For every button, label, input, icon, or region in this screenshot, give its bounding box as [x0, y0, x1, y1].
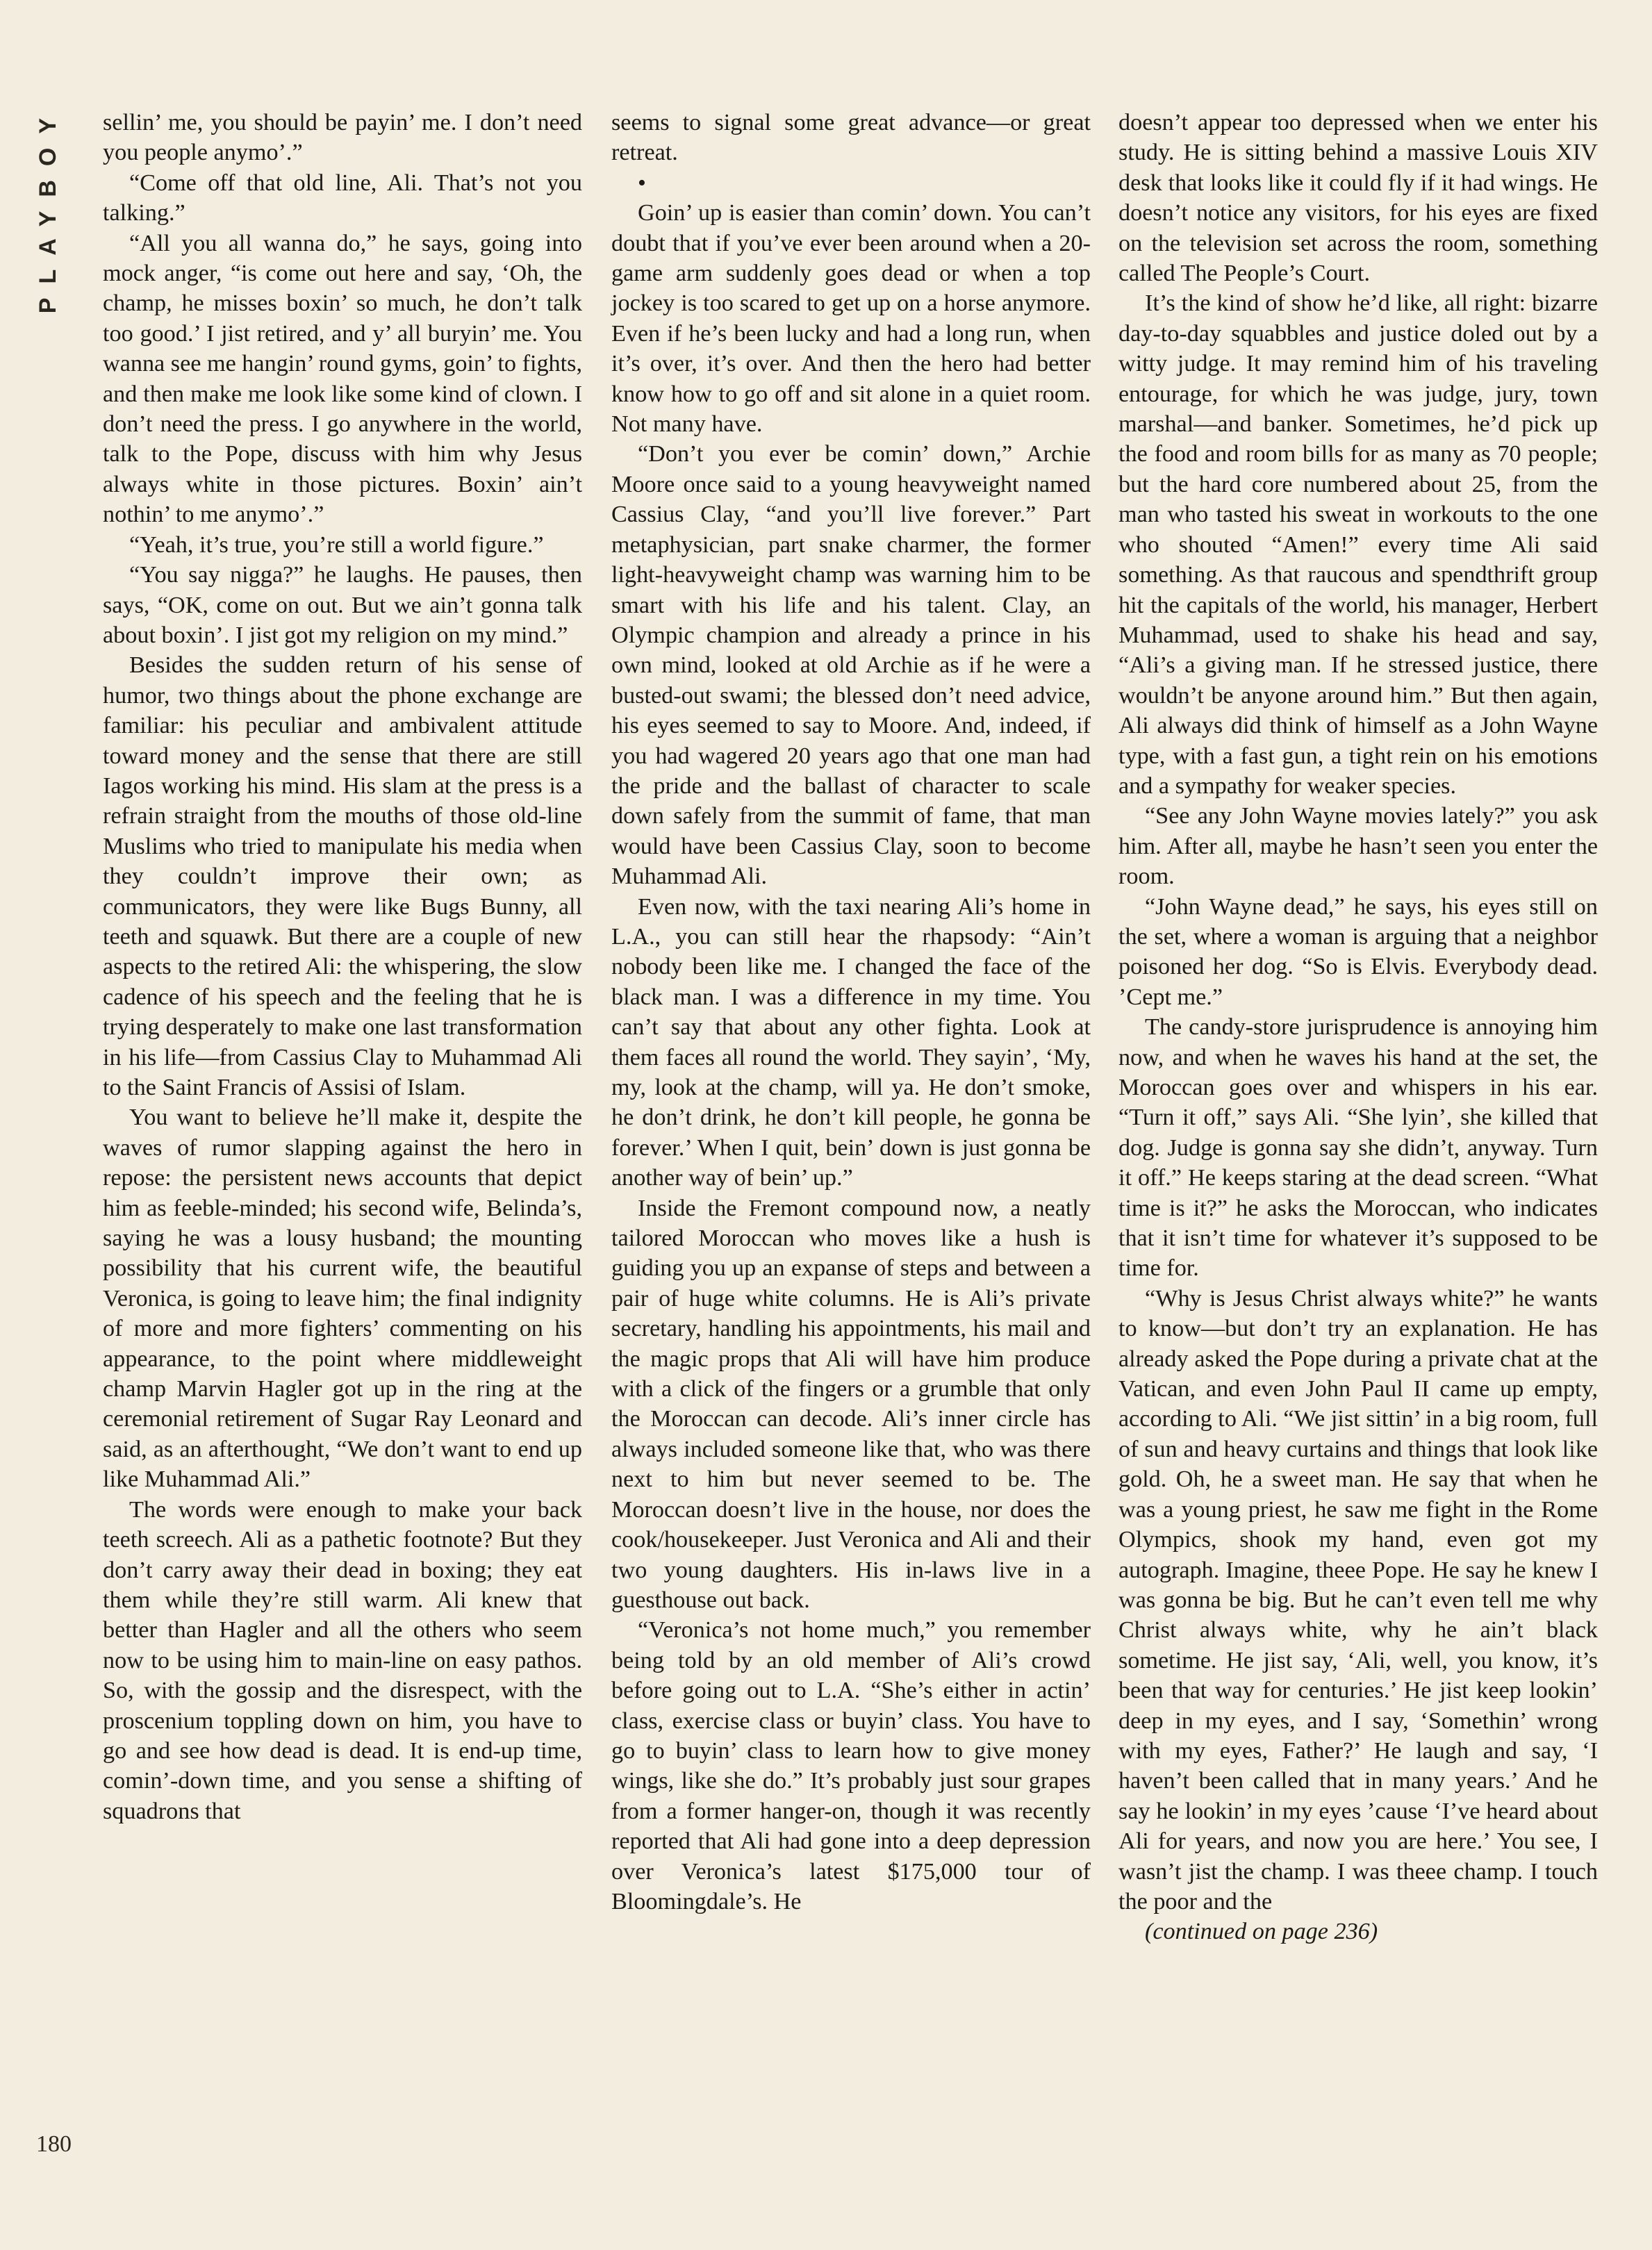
paragraph: The words were enough to make your back teeth screech. Ali as a pathetic footnote? But they don’t carry away their dead in boxing; they eat them while they’re still warm. Ali knew that better than Hagler and all the others who seem now to be using him to main-line on easy pathos. So, with the gossip and the disrespect, with the proscenium toppling down on him, you have to go and see how dead is dead. It is end-up time, comin’-down time, and you sense a shifting of squadrons that — [103, 1496, 582, 1824]
paragraph: Besides the sudden return of his sense of humor, two things about the phone exchange are familiar: his peculiar and ambivalent attitude toward money and the sense that there are still Iagos working his mind. His slam at the press is a refrain straight from the mouths of those old-line Muslims who tried to manipulate his media when they couldn’t improve their own; as communicators, they were like Bugs Bunny, all teeth and squawk. But there are a couple of new aspects to the retired Ali: the whispering, the slow cadence of his speech and the feeling that he is trying desperately to make one last transformation in his life—from Cassius Clay to Muhammad Ali to the Saint Francis of Assisi of Islam. — [103, 652, 582, 1100]
paragraph: “Come off that old line, Ali. That’s not you talking.” — [103, 169, 582, 226]
paragraph: The candy-store jurisprudence is annoying him now, and when he waves his hand at the set, the Moroccan goes over and whispers in his ear. “Turn it off,” says Ali. “She lyin’, she killed that dog. Judge is gonna say she didn’t, anyway. Turn it off.” He keeps staring at the dead screen. “What time is it?” he asks the Moroccan, who indicates that it isn’t time for whatever it’s supposed to be time for. — [1118, 1014, 1598, 1282]
paragraph: “All you all wanna do,” he says, going into mock anger, “is come out here and say, ‘Oh, the champ, he misses boxin’ so much, he don’t talk too good.’ I jist retired, and y’ all buryin’ me. You wanna see me hangin’ round gyms, goin’ to fights, and then make me look like some kind of clown. I don’t need the press. I go anywhere in the world, talk to the Pope, discuss with him why Jesus always white in those pictures. Boxin’ ain’t nothin’ to me anymo’.” — [103, 230, 582, 528]
column-1 — [103, 108, 582, 1826]
paragraph: “John Wayne dead,” he says, his eyes still on the set, where a woman is arguing that a neighbor poisoned her dog. “So is Elvis. Everybody dead. ’Cept me.” — [1118, 893, 1598, 1010]
page-number: 180 — [36, 2131, 72, 2157]
paragraph: “Yeah, it’s true, you’re still a world figure.” — [129, 531, 544, 558]
paragraph: “Don’t you ever be comin’ down,” Archie Moore once said to a young heavyweight named Cassius Clay, “and you’ll live forever.” Part metaphysician, part snake charmer, the former light-heavyweight champ was warning him to be smart with his life and his talent. Clay, an Olympic champion and already a prince in his own mind, looked at old Archie as if he were a busted-out swami; the blessed don’t need advice, his eyes seemed to say to Moore. And, indeed, if you had wagered 20 years ago that one man had the pride and the ballast of character to scale down safely from the summit of fame, that man would have been Cassius Clay, soon to become Muhammad Ali. — [611, 441, 1091, 890]
paragraph: seems to signal some great advance—or great retreat. — [611, 110, 1091, 166]
paragraph: Goin’ up is easier than comin’ down. You can’t doubt that if you’ve ever been around when a 20-game arm suddenly goes dead or when a top jockey is too scared to get up on a horse anymore. Even if he’s been lucky and had a long run, when it’s over, it’s over. And then the hero had better know how to go off and sit alone in a quiet room. Not many have. — [611, 200, 1091, 438]
continued-on-page-note: (continued on page 236) — [1145, 1919, 1378, 1945]
paragraph: “See any John Wayne movies lately?” you ask him. After all, maybe he hasn’t seen you enter the room. — [1118, 803, 1598, 890]
paragraph: “You say nigga?” he laughs. He pauses, then says, “OK, come on out. But we ain’t gonna talk about boxin’. I jist got my religion on my mind.” — [103, 562, 582, 648]
paragraph: “Veronica’s not home much,” you remember being told by an old member of Ali’s crowd before going out to L.A. “She’s either in actin’ class, exercise class or buyin’ class. You have to go to buyin’ class to learn how to give money wings, like she do.” It’s probably just sour grapes from a former hanger-on, though it was recently reported that Ali had gone into a deep depression over Veronica’s latest $175,000 tour of Bloomingdale’s. He — [611, 1617, 1091, 1914]
column-2 — [611, 108, 1091, 1917]
paragraph: sellin’ me, you should be payin’ me. I don’t need you people anymo’.” — [103, 110, 582, 166]
paragraph: It’s the kind of show he’d like, all right: bizarre day-to-day squabbles and justice doled out by a witty judge. It may remind him of his traveling entourage, for which he was judge, jury, town marshal—and banker. Sometimes, he’d pick up the food and room bills for as many as 70 people; but the hard core numbered about 25, from the man who tasted his sweat in workouts to the one who shouted “Amen!” every time Ali said something. As that raucous and spendthrift group hit the capitals of the world, his manager, Herbert Muhammad, used to shake his head and say, “Ali’s a giving man. If he stressed justice, there wouldn’t be anyone around him.” But then again, Ali always did think of himself as a John Wayne type, with a fast gun, a tight rein on his emotions and a sympathy for weaker species. — [1118, 290, 1598, 799]
magazine-name-vertical: PLAYBOY — [35, 104, 61, 314]
column-3 — [1118, 108, 1598, 1947]
paragraph: You want to believe he’ll make it, despite the waves of rumor slapping against the hero in repose: the persistent news accounts that depict him as feeble-minded; his second wife, Belinda’s, saying he was a lousy husband; the mounting possibility that his current wife, the beautiful Veronica, is going to leave him; the final indignity of more and more fighters’ commenting on his appearance, to the point where middleweight champ Marvin Hagler got up in the ring at the ceremonial retirement of Sugar Ray Leonard and said, as an afterthought, “We don’t want to end up like Muhammad Ali.” — [103, 1105, 582, 1493]
paragraph: Even now, with the taxi nearing Ali’s home in L.A., you can still hear the rhapsody: “Ain’t nobody been like me. I changed the face of the black man. I was a difference in my time. You can’t say that about any other fighta. Look at them faces all round the world. They sayin’, ‘My, my, look at the champ, will ya. He don’t smoke, he don’t drink, he don’t kill people, he gonna be forever.’ When I quit, bein’ down is just gonna be another way of bein’ up.” — [611, 893, 1091, 1191]
paragraph: “Why is Jesus Christ always white?” he wants to know—but don’t try an explanation. He has already asked the Pope during a private chat at the Vatican, and even John Paul II came up empty, according to Ali. “We jist sittin’ in a big room, full of sun and heavy curtains and things that look like gold. Oh, he a sweet man. He say that when he was a young priest, he saw me fight in the Rome Olympics, shook my hand, even got my autograph. Imagine, theee Pope. He say he knew I was gonna be big. But he can’t even tell me why Christ always white, why he ain’t black sometime. He jist say, ‘Ali, well, you know, it’s been that way for centuries.’ He jist keep lookin’ deep in my eyes, and I say, ‘Somethin’ wrong with my eyes, Father?’ He laugh and say, ‘I haven’t been called that in many years.’ And he say he lookin’ in my eyes ’cause ‘I’ve heard about Ali for years, and now you are here.’ You see, I wasn’t jist the champ. I was theee champ. I touch the poor and the — [1118, 1285, 1598, 1914]
section-break-bullet: • — [638, 169, 646, 196]
paragraph: Inside the Fremont compound now, a neatly tailored Moroccan who moves like a hush is guiding you up an expanse of steps and between a pair of huge white columns. He is Ali’s private secretary, handling his appointments, his mail and the magic props that Ali will have him produce with a click of the fingers or a grumble that only the Moroccan can decode. Ali’s inner circle has always included someone like that, who was there next to him but never seemed to be. The Moroccan doesn’t live in the house, nor does the cook/housekeeper. Just Veronica and Ali and their two young daughters. His in-laws live in a guesthouse out back. — [611, 1195, 1091, 1613]
paragraph: doesn’t appear too depressed when we enter his study. He is sitting behind a massive Louis XIV desk that looks like it could fly if it had wings. He doesn’t notice any visitors, for his eyes are fixed on the television set across the room, something called The People’s Court. — [1118, 110, 1598, 287]
